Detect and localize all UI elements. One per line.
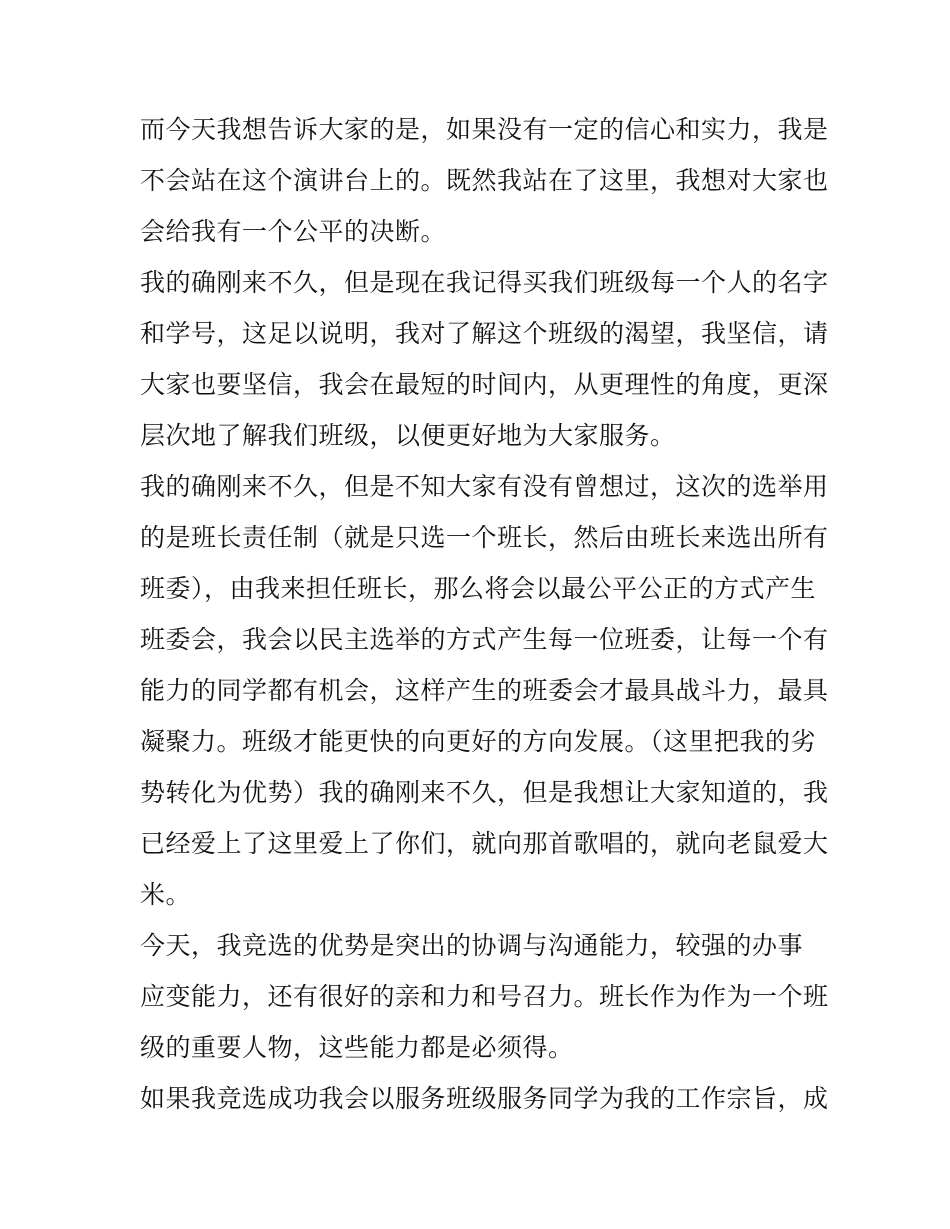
- text-line-20: 如果我竞选成功我会以服务班级服务同学为我的工作宗旨，成: [140, 1084, 829, 1113]
- text-line-10: 班委），由我来担任班长，那么将会以最公平公正的方式产生: [140, 574, 817, 603]
- text-line-5: 和学号，这足以说明，我对了解这个班级的渴望，我坚信，请: [140, 319, 829, 348]
- text-line-3: 会给我有一个公平的决断。: [140, 217, 447, 246]
- text-line-18: 应变能力，还有很好的亲和力和号召力。班长作为作为一个班: [140, 982, 829, 1011]
- text-line-11: 班委会，我会以民主选举的方式产生每一位班委，让每一个有: [140, 625, 829, 654]
- text-line-1: 而今天我想告诉大家的是，如果没有一定的信心和实力，我是: [140, 115, 829, 144]
- text-line-19: 级的重要人物，这些能力都是必须得。: [140, 1033, 574, 1062]
- text-line-7: 层次地了解我们班级，以便更好地为大家服务。: [140, 421, 676, 450]
- text-line-17: 今天，我竞选的优势是突出的协调与沟通能力，较强的办事: [140, 931, 804, 960]
- speech-text-block: [140, 104, 829, 1124]
- text-line-8: 我的确刚来不久，但是不知大家有没有曾想过，这次的选举用: [140, 472, 829, 501]
- text-line-12: 能力的同学都有机会，这样产生的班委会才最具战斗力，最具: [140, 676, 829, 705]
- text-line-15: 已经爱上了这里爱上了你们，就向那首歌唱的，就向老鼠爱大: [140, 829, 829, 858]
- text-line-14: 势转化为优势）我的确刚来不久，但是我想让大家知道的，我: [140, 778, 829, 807]
- text-line-16: 米。: [140, 880, 192, 909]
- text-line-13: 凝聚力。班级才能更快的向更好的方向发展。（这里把我的劣: [140, 727, 817, 756]
- text-line-4: 我的确刚来不久，但是现在我记得买我们班级每一个人的名字: [140, 268, 829, 297]
- text-line-2: 不会站在这个演讲台上的。既然我站在了这里，我想对大家也: [140, 166, 829, 195]
- text-line-6: 大家也要坚信，我会在最短的时间内，从更理性的角度，更深: [140, 370, 829, 399]
- text-line-9: 的是班长责任制（就是只选一个班长，然后由班长来选出所有: [140, 523, 829, 552]
